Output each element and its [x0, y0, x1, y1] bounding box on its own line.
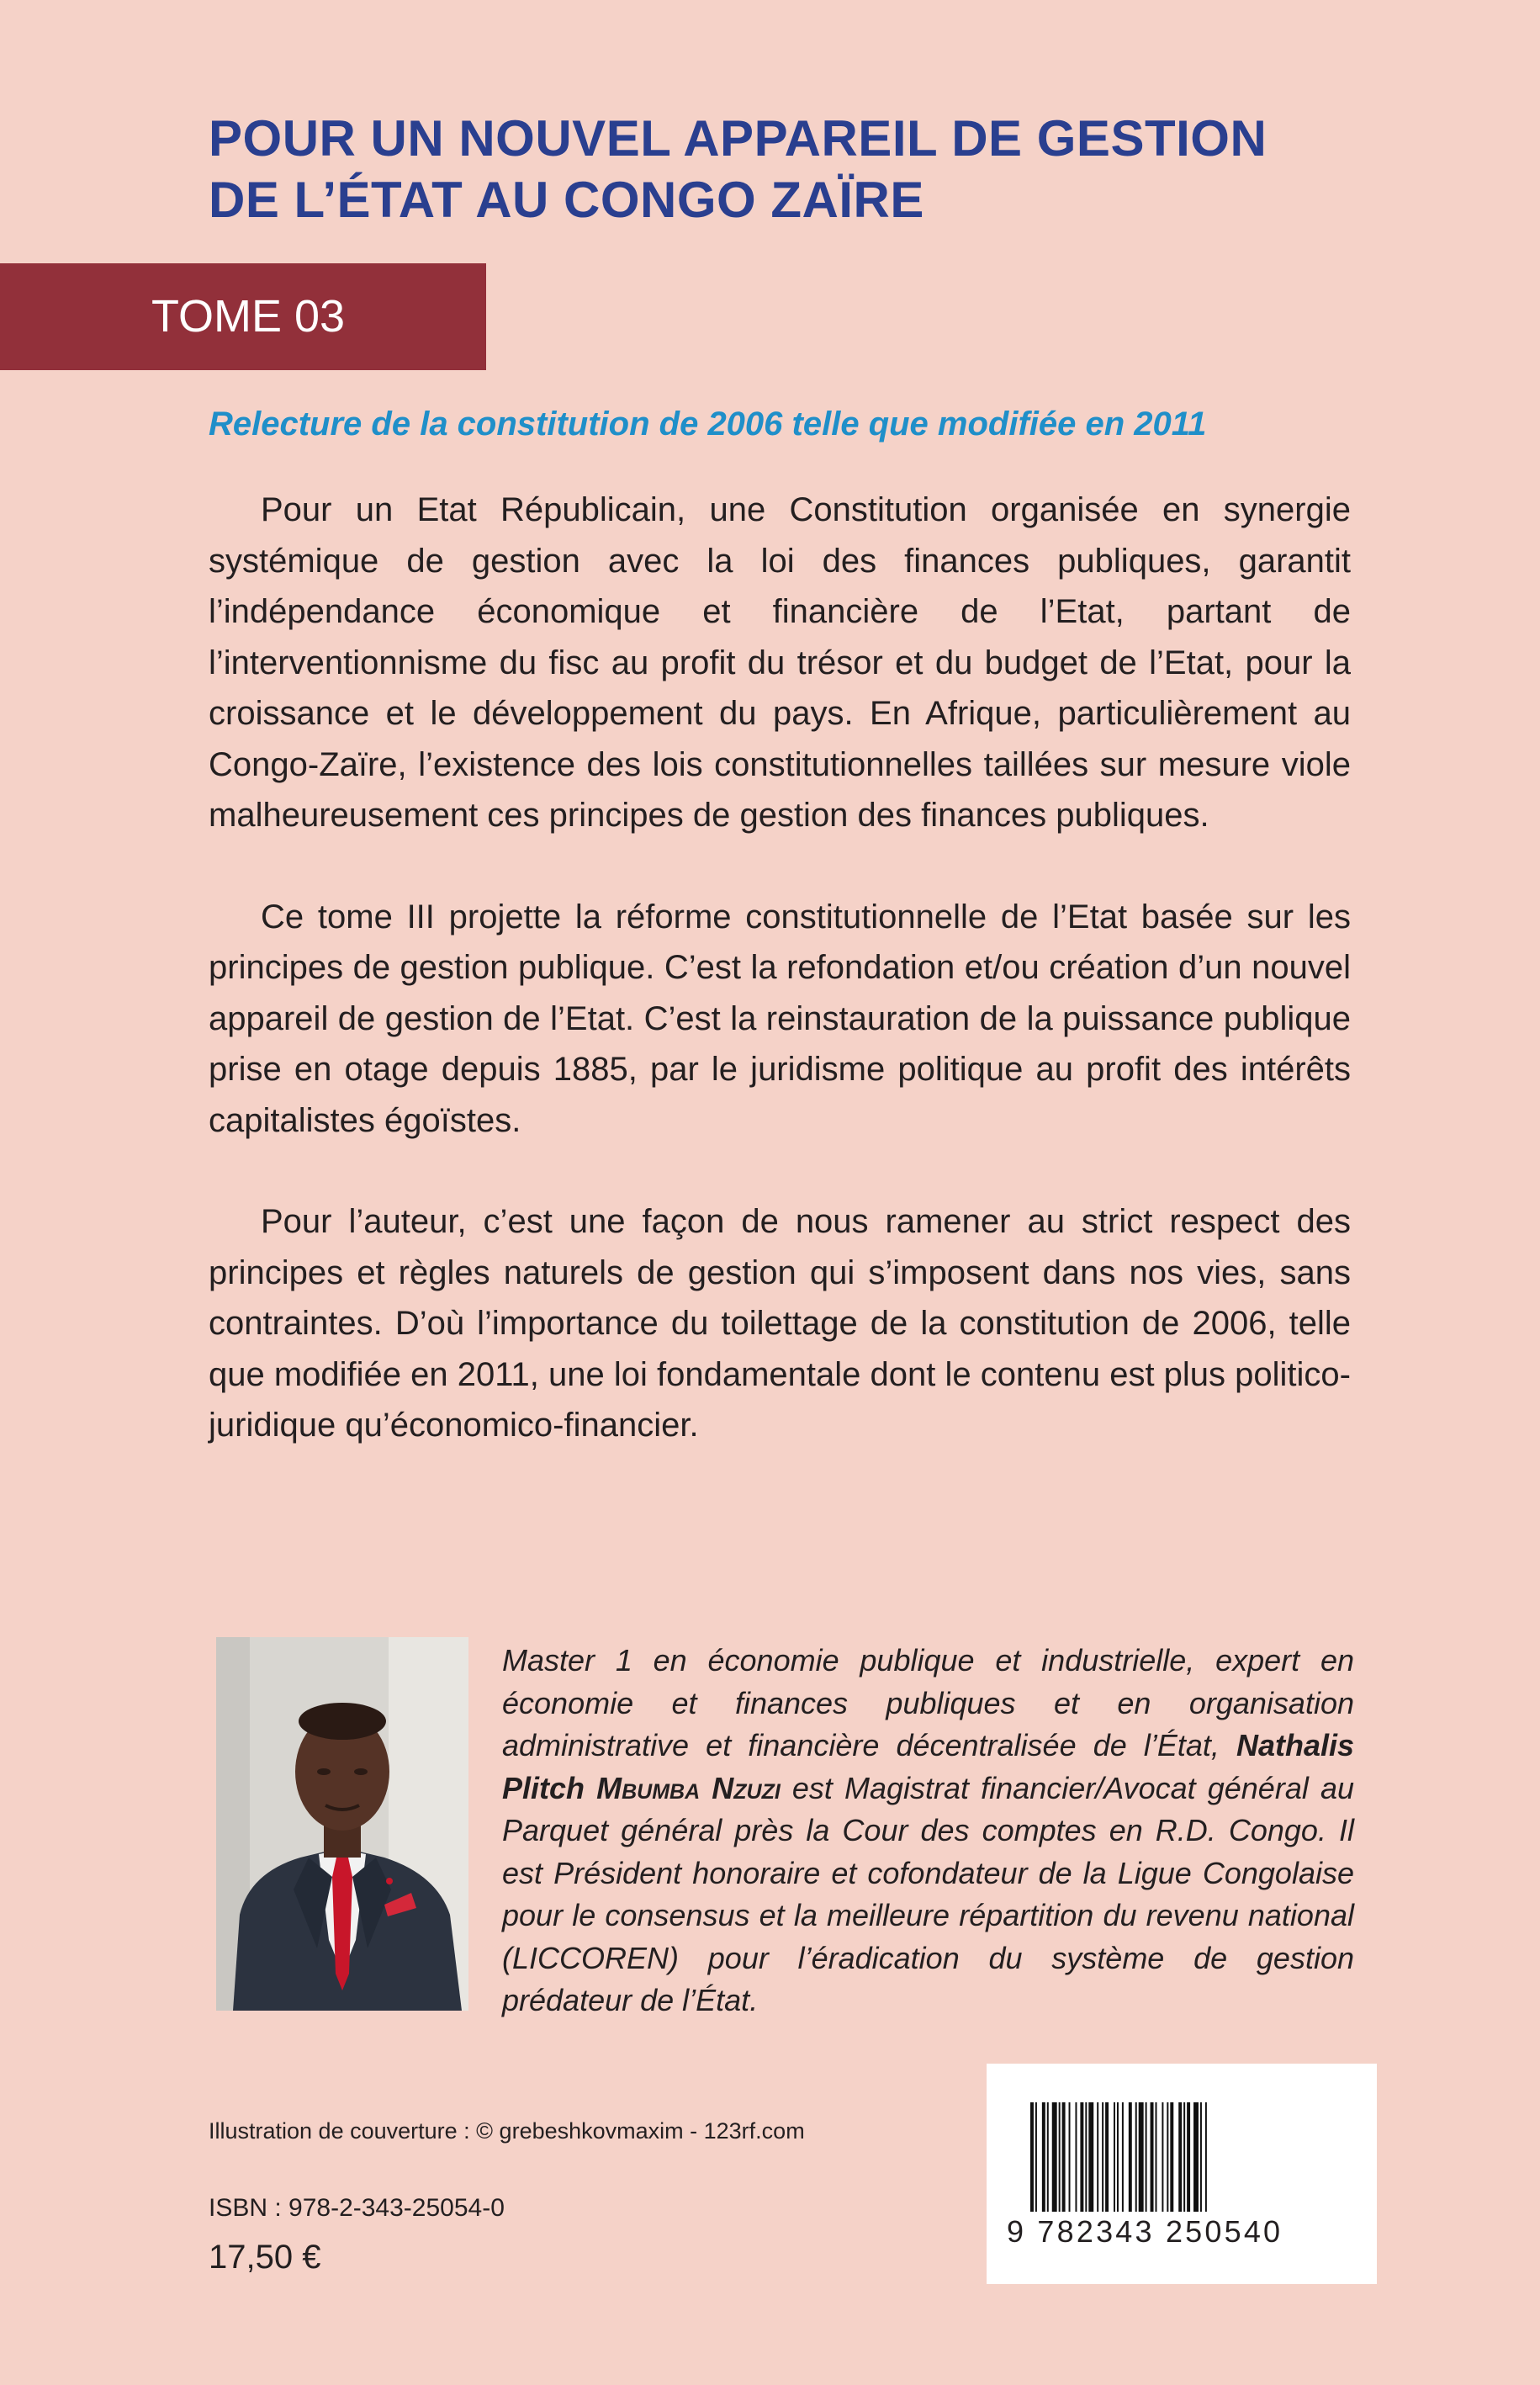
barcode-bar: [1193, 2102, 1199, 2212]
barcode-bar: [1117, 2102, 1119, 2212]
barcode-bar: [1170, 2102, 1173, 2212]
tome-band: [0, 263, 486, 370]
barcode-bar: [1062, 2102, 1066, 2212]
barcode-bar: [1075, 2102, 1077, 2212]
barcode-bar: [1187, 2102, 1190, 2212]
barcode-bar: [1129, 2102, 1132, 2212]
paragraph-1: Pour un Etat Républicain, une Constitution organisée en synergie systémique de gestion avec la loi des finances publiques, garantit l’indépendance économique et financière de l’Etat, partant de l’interventionnisme du fisc au profit du trésor et du budget de l’Etat, pour la croissance et le développement du pays. En Afrique, particulièrement au Congo-Zaïre, l’existence des lois constitutionnelles taillées sur mesure viole malheureusement ces principes de gestion des finances publiques.: [209, 491, 1351, 834]
barcode-bar: [1156, 2102, 1157, 2212]
barcode-panel: [987, 2064, 1377, 2284]
isbn: ISBN : 978-2-343-25054-0: [209, 2194, 505, 2222]
author-first-names: Nathalis Plitch: [502, 1728, 1354, 1805]
subtitle: Relecture de la constitution de 2006 telle que modifiée en 2011: [209, 405, 1207, 443]
barcode-bar: [1178, 2102, 1182, 2212]
barcode-bar: [1183, 2102, 1185, 2212]
barcode-bar: [1047, 2102, 1049, 2212]
barcode-bar: [1146, 2102, 1147, 2212]
barcode-bar: [1069, 2102, 1071, 2212]
barcode-bar: [1151, 2102, 1154, 2212]
barcode-bar: [1200, 2102, 1202, 2212]
author-portrait-illustration: [216, 1637, 468, 2011]
barcode-bar: [1030, 2102, 1034, 2212]
barcode-bar: [1059, 2102, 1061, 2212]
barcode-bar: [1052, 2102, 1057, 2212]
barcode-bar: [1042, 2102, 1045, 2212]
barcode-bar: [1139, 2102, 1144, 2212]
book-title-line-2: DE L’ÉTAT AU CONGO ZAÏRE: [209, 172, 924, 228]
tome-label: TOME 03: [151, 291, 346, 342]
barcode-bar: [1162, 2102, 1163, 2212]
barcode-icon: [1030, 2102, 1333, 2212]
back-cover-text: [209, 485, 1351, 1502]
barcode-bar: [1080, 2102, 1083, 2212]
author-surname: Mbumba Nzuzi: [596, 1770, 781, 1805]
barcode-bar: [1105, 2102, 1109, 2212]
paragraph-3: Pour l’auteur, c’est une façon de nous ramener au strict respect des principes et règles naturels de gestion qui s’imposent dans nos vies, sans contraintes. D’où l’importance du toilettage de la constitution de 2006, telle que modifiée en 2011, une loi fondamentale dont le contenu est plus politico-juridique qu’économico-financier.: [209, 1203, 1351, 1444]
barcode-bar: [1114, 2102, 1115, 2212]
price: 17,50 €: [209, 2239, 321, 2276]
barcode-bar: [1085, 2102, 1087, 2212]
book-title: [209, 108, 1428, 231]
barcode-bar: [1088, 2102, 1093, 2212]
author-photo: [216, 1637, 468, 2011]
barcode-bar: [1135, 2102, 1137, 2212]
barcode-bar: [1102, 2102, 1103, 2212]
barcode-bar: [1167, 2102, 1168, 2212]
paragraph-2: Ce tome III projette la réforme constitutionnelle de l’Etat basée sur les principes de gestion publique. C’est la refondation et/ou création d’un nouvel appareil de gestion de l’Etat. C’est la reinstauration de la puissance publique prise en otage depuis 1885, par le juridisme politique au profit des intérêts capitalistes égoïstes.: [209, 898, 1351, 1139]
book-title-line-1: POUR UN NOUVEL APPAREIL DE GESTION: [209, 110, 1267, 167]
author-bio: [502, 1640, 1354, 2022]
barcode-bar: [1122, 2102, 1124, 2212]
barcode-digits: 9 782343 250540: [1007, 2214, 1283, 2249]
illustration-credit: Illustration de couverture : © grebeshkovmaxim - 123rf.com: [209, 2118, 805, 2144]
author-bio-intro: Master 1 en économie publique et industrielle, expert en économie et finances publiques et en organisation administrative et financière décentralisée de l’État,: [502, 1643, 1354, 1762]
author-bio-rest: est Magistrat financier/Avocat général au Parquet général près la Cour des comptes en R.D. Congo. Il est Président honoraire et cofondateur de la Ligue Congolaise pour le consensus et la meilleure répartition du revenu national (LICCOREN) pour l’éradication du système de gestion prédateur de l’État.: [502, 1770, 1354, 2017]
barcode-bar: [1035, 2102, 1037, 2212]
barcode-bar: [1097, 2102, 1098, 2212]
barcode-bar: [1205, 2102, 1207, 2212]
